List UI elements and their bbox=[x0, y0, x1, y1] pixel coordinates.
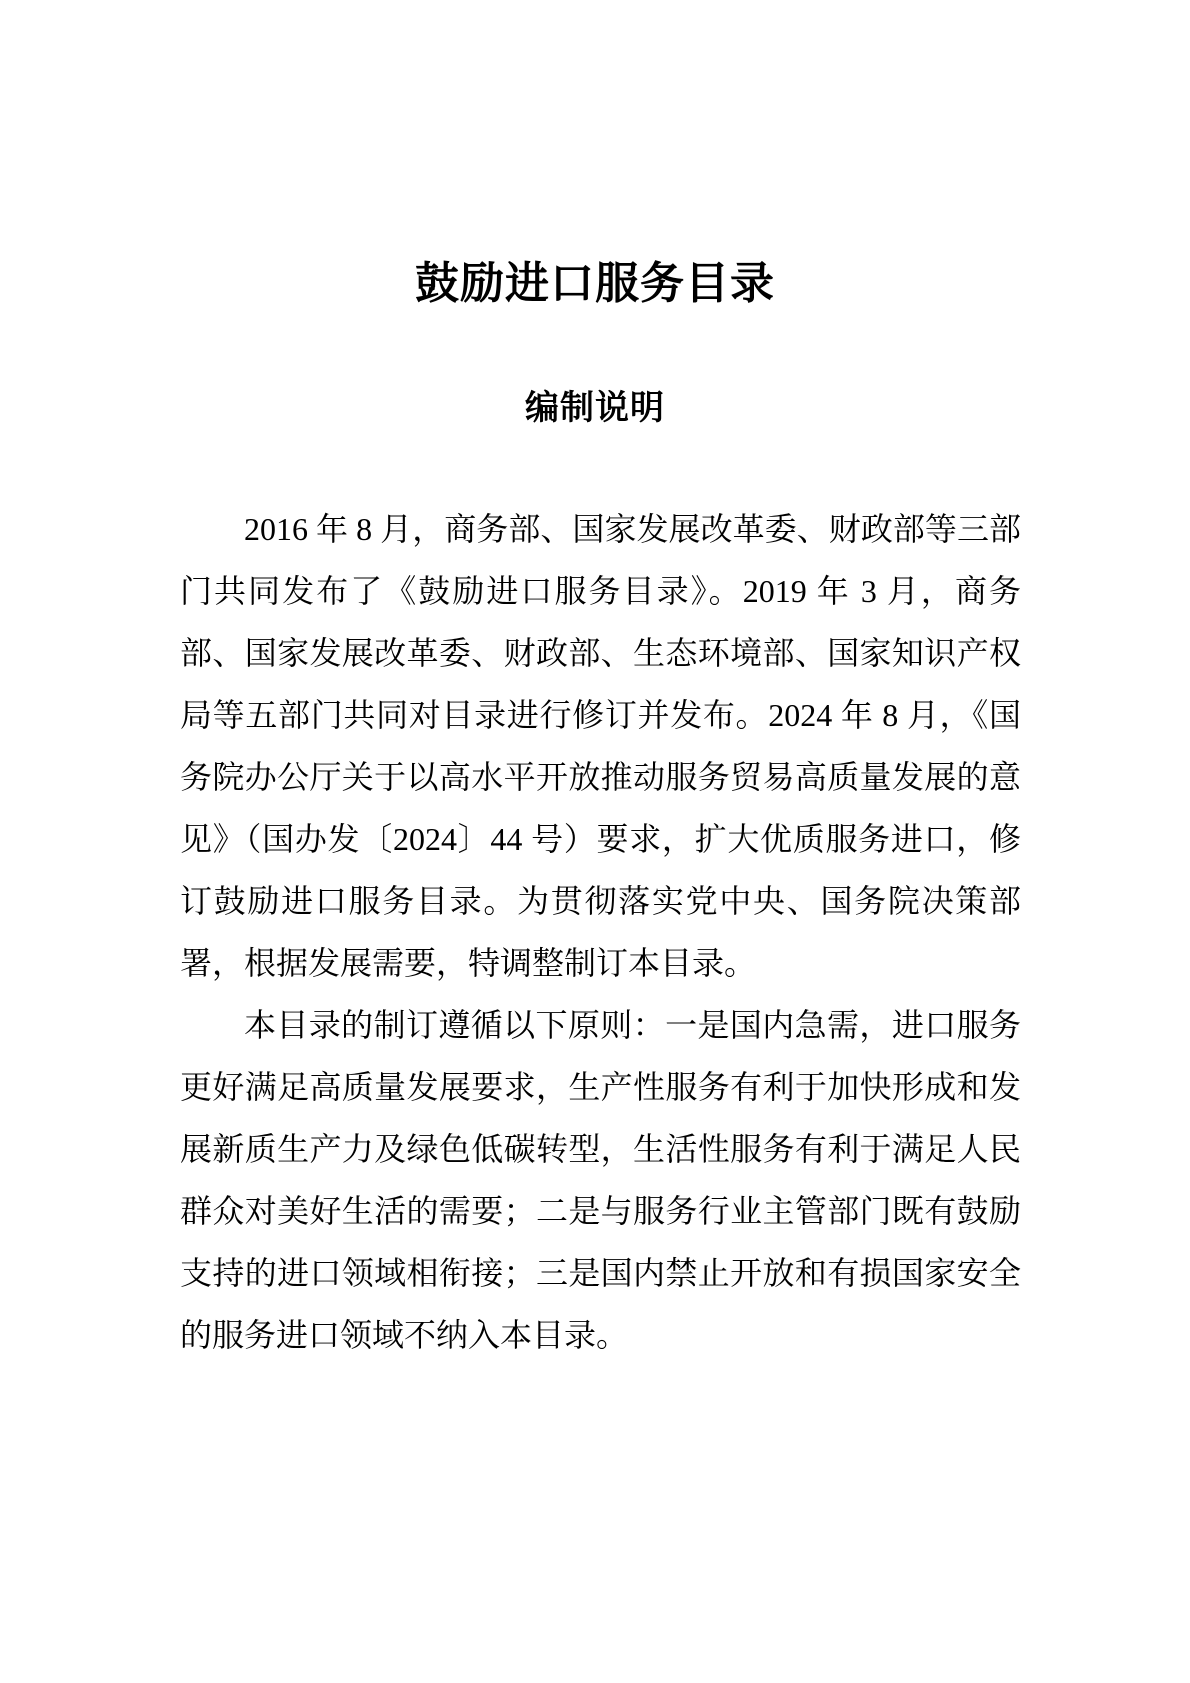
document-title: 鼓励进口服务目录 bbox=[415, 259, 775, 308]
document-body bbox=[180, 498, 1021, 1366]
paragraph-history: 2016 年 8 月，商务部、国家发展改革委、财政部等三部门共同发布了《鼓励进口服务目录》。2019 年 3 月，商务部、国家发展改革委、财政部、生态环境部、国家知识产权局等五部门共同对目录进行修订并发布。2024 年 8 月，《国务院办公厅关于以高水平开放推动服务贸易高质量发展的意见》（国办发〔2024〕44 号）要求，扩大优质服务进口，修订鼓励进口服务目录。为贯彻落实党中央、国务院决策部署，根据发展需要，特调整制订本目录。 bbox=[180, 511, 1021, 981]
paragraph-principles: 本目录的制订遵循以下原则：一是国内急需，进口服务更好满足高质量发展要求，生产性服务有利于加快形成和发展新质生产力及绿色低碳转型，生活性服务有利于满足人民群众对美好生活的需要；二是与服务行业主管部门既有鼓励支持的进口领域相衔接；三是国内禁止开放和有损国家安全的服务进口领域不纳入本目录。 bbox=[180, 1007, 1021, 1353]
document-subtitle: 编制说明 bbox=[525, 389, 665, 427]
